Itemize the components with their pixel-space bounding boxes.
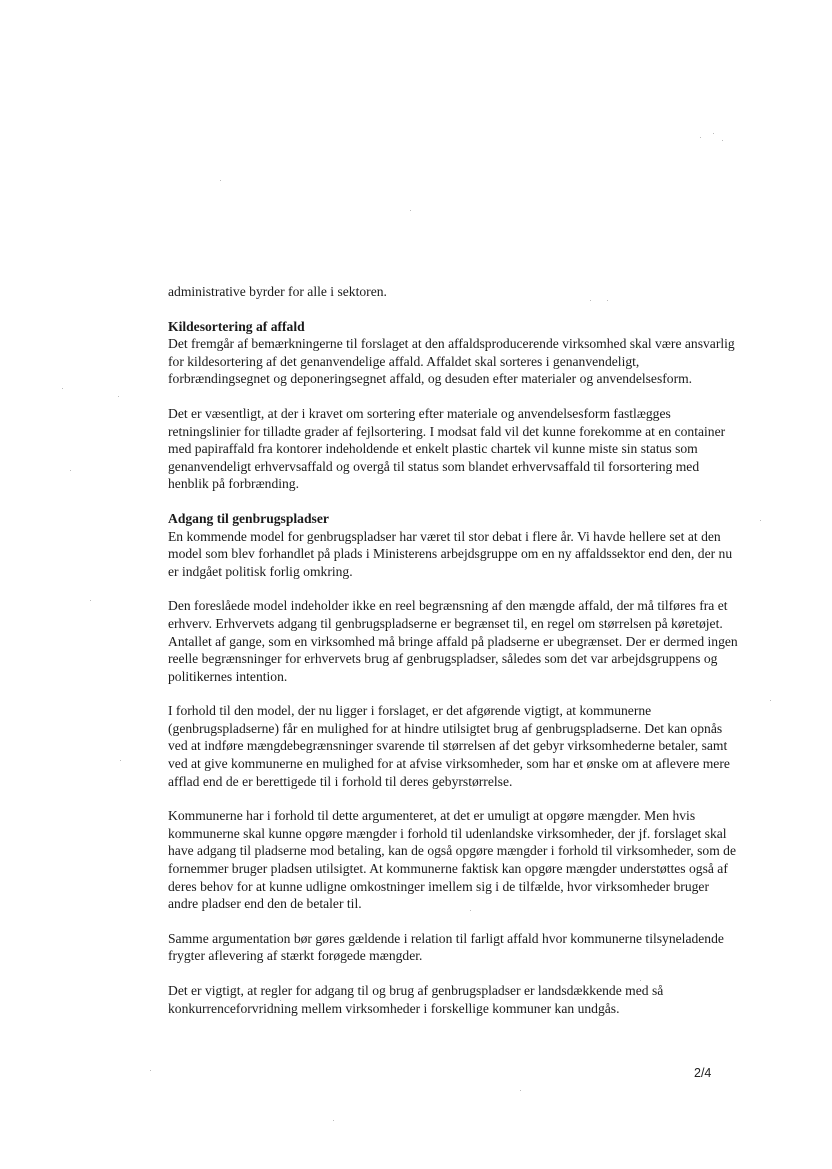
scan-speck bbox=[640, 980, 641, 981]
scan-speck bbox=[713, 133, 714, 134]
paragraph: Det er vigtigt, at regler for adgang til og brug af genbrugspladser er landsdækkende med så konkurrenceforvridning mellem virksomheder i forskellige kommuner kan undgås. bbox=[168, 983, 664, 1016]
scan-speck bbox=[722, 140, 723, 141]
scan-speck bbox=[410, 210, 411, 211]
scan-speck bbox=[770, 700, 771, 701]
section-heading: Adgang til genbrugspladser bbox=[168, 510, 329, 526]
scan-speck bbox=[62, 388, 63, 389]
scan-speck bbox=[120, 760, 121, 761]
paragraph: Den foreslåede model indeholder ikke en reel begrænsning af den mængde affald, der må tilføres fra et erhverv. Erhvervets adgang til genbrugspladserne er begrænset til, en regel om størrelsen på køretøjet. Antallet af gange, som en virksomhed må bringe affald på pladserne er ubegrænset. Der er dermed ingen reelle begrænsninger for erhvervets brug af genbrugspladser, således som det var arbejdsgruppens og politikernes intention. bbox=[168, 598, 738, 684]
scan-speck bbox=[760, 520, 761, 521]
document-body bbox=[168, 283, 740, 1034]
section-heading: Kildesortering af affald bbox=[168, 318, 305, 334]
scan-speck bbox=[118, 396, 119, 397]
scan-speck bbox=[470, 910, 471, 911]
paragraph: Kommunerne har i forhold til dette argumenteret, at det er umuligt at opgøre mængder. Men hvis kommunerne skal kunne opgøre mængder i forhold til udenlandske virksomheder, der jf. forslaget skal have adgang til pladserne mod betaling, kan de også opgøre mængder i forhold til virksomheder, som de fornemmer bruger pladsen utilsigtet. At kommunerne faktisk kan opgøre mængder understøttes også af deres behov for at kunne udligne omkostninger imellem sig i de tilfælde, hvor virksomheder bruger andre pladser end den de betaler til. bbox=[168, 808, 736, 912]
scan-speck bbox=[607, 300, 608, 301]
scan-speck bbox=[590, 300, 591, 301]
paragraph: I forhold til den model, der nu ligger i forslaget, er det afgørende vigtigt, at kommunerne (genbrugspladserne) får en mulighed for at hindre utilsigtet brug af genbrugspladserne. Det kan opnås ved at indføre mængdebegrænsninger svarende til størrelsen af det gebyr virksomhederne betaler, samt ved at give kommunerne en mulighed for at afvise virksomheder, som har et ønske om at aflevere mere afflad end de er berettigede til i forhold til deres gebyrstørrelse. bbox=[168, 703, 730, 789]
scan-speck bbox=[90, 600, 91, 601]
paragraph: Det er væsentligt, at der i kravet om sortering efter materiale og anvendelsesform fastlægges retningslinier for tilladte grader af fejlsortering. I modsat fald vil det kunne forekomme at en container med papiraffald fra kontorer indeholdende et enkelt plastic chartek vil kunne miste sin status som genanvendeligt erhvervsaffald og overgå til status som blandet erhvervsaffald til forsortering med henblik på forbrænding. bbox=[168, 405, 726, 492]
section-genbrugspladser bbox=[168, 510, 740, 1017]
paragraph: En kommende model for genbrugspladser har været til stor debat i flere år. Vi havde hellere set at den model som blev forhandlet på plads i Ministerens arbejdsgruppe om en ny affaldssektor end den, der nu er indgået politisk forlig omkring. bbox=[168, 528, 733, 579]
page-number: 2/4 bbox=[694, 1066, 712, 1080]
intro-paragraph: administrative byrder for alle i sektoren. bbox=[168, 284, 387, 299]
scan-speck bbox=[220, 180, 221, 181]
paragraph: Det fremgår af bemærkningerne til forslaget at den affaldsproducerende virksomhed skal være ansvarlig for kildesortering af det genanvendelige affald. Affaldet skal sorteres i genanvendeligt, forbrændingsegnet og deponeringsegnet affald, og desuden efter materialer og anvendelsesform. bbox=[168, 336, 735, 387]
scan-speck bbox=[700, 137, 701, 138]
paragraph: Samme argumentation bør gøres gældende i relation til farligt affald hvor kommunerne tilsyneladende frygter aflevering af stærkt forøgede mængder. bbox=[168, 930, 724, 964]
scan-speck bbox=[520, 1090, 521, 1091]
scan-speck bbox=[280, 1000, 281, 1001]
section-kildesortering bbox=[168, 318, 740, 493]
scan-speck bbox=[333, 1120, 334, 1121]
scan-speck bbox=[150, 1070, 151, 1071]
scan-speck bbox=[70, 470, 71, 471]
